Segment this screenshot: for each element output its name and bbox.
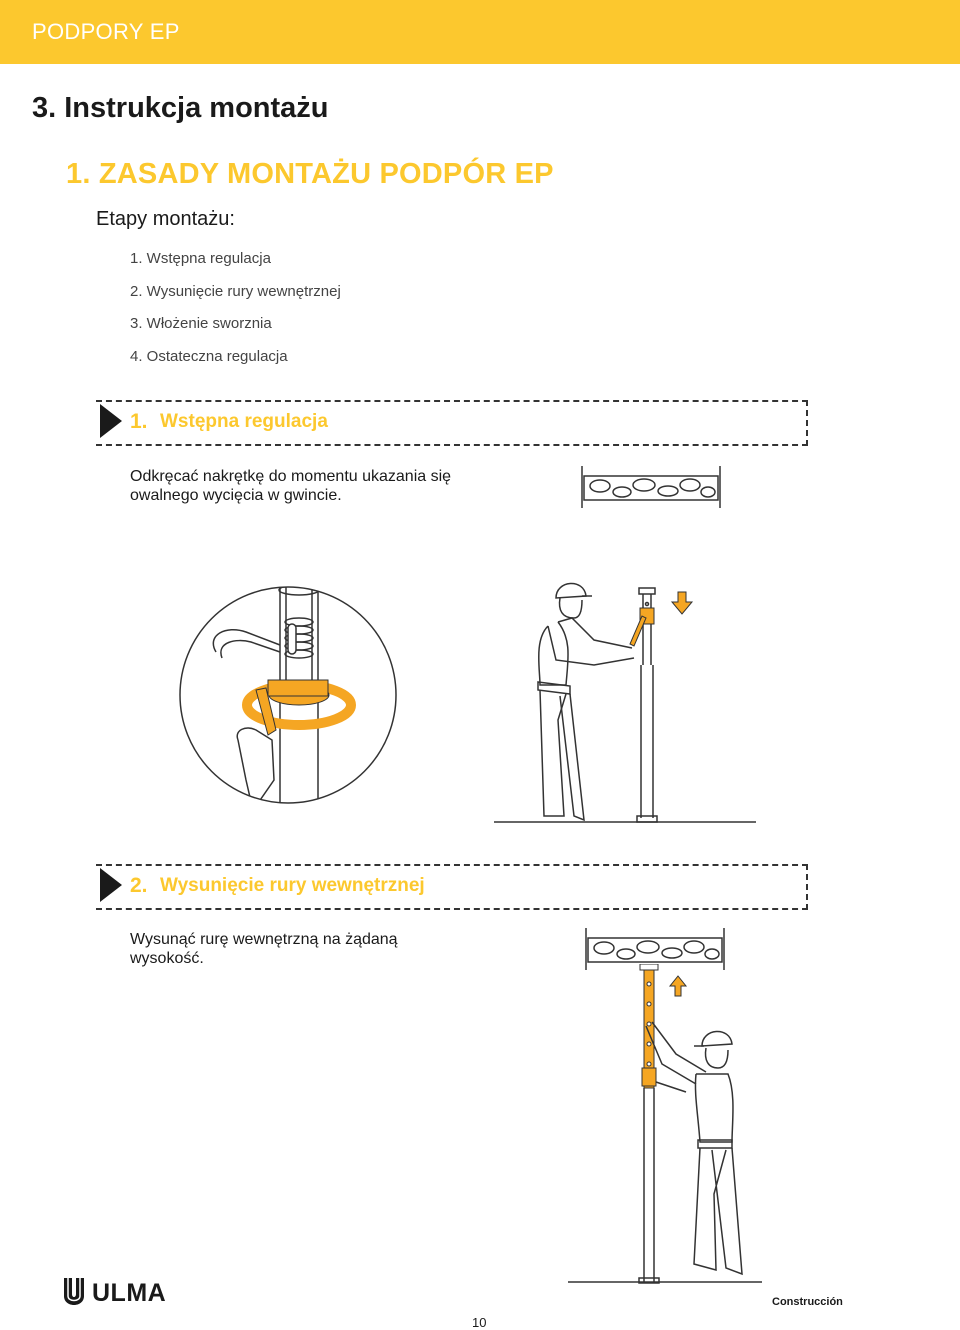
logo-text: ULMA	[92, 1279, 167, 1307]
step1-description	[130, 467, 510, 505]
list-item: 1. Wstępna regulacja	[130, 250, 271, 267]
list-item: 2. Wysunięcie rury wewnętrznej	[130, 282, 341, 300]
division-label: Construcción	[772, 1296, 843, 1308]
step2-title: Wysunięcie rury wewnętrznej	[160, 875, 425, 896]
list-item: 4. Ostateczna regulacja	[130, 347, 288, 365]
steps-list	[130, 250, 341, 380]
arrow-up-icon	[670, 976, 686, 996]
list-item: 3. Włożenie sworznia	[130, 315, 272, 332]
arrow-down-icon	[672, 592, 692, 614]
chapter-title: 3. Instrukcja montażu	[32, 92, 329, 124]
arrow-right-icon	[100, 868, 122, 902]
ulma-logo	[64, 1278, 176, 1306]
header-title: PODPORY EP	[32, 19, 180, 44]
step2-number: 2.	[130, 874, 148, 897]
arrow-right-icon	[100, 404, 122, 438]
step1-desc-line: Odkręcać nakrętkę do momentu ukazania się	[130, 468, 452, 485]
step1-header	[96, 400, 808, 444]
step2-description	[130, 930, 510, 968]
step2-header	[96, 864, 808, 908]
step1-title: Wstępna regulacja	[160, 411, 328, 432]
worker-extending-illustration	[566, 964, 762, 1288]
step2-desc-line: wysokość.	[130, 950, 204, 967]
header-bar	[0, 0, 960, 64]
slab-illustration	[578, 466, 724, 508]
step1-desc-line: owalnego wycięcia w gwincie.	[130, 487, 342, 504]
page-number: 10	[472, 1315, 487, 1330]
worker-adjusting-illustration	[494, 570, 756, 826]
steps-heading: Etapy montażu:	[96, 208, 235, 230]
step1-number: 1.	[130, 410, 148, 433]
step2-desc-line: Wysunąć rurę wewnętrzną na żądaną	[130, 931, 398, 948]
section-title: 1. ZASADY MONTAŻU PODPÓR EP	[66, 158, 554, 190]
nut-detail-illustration	[176, 580, 400, 806]
